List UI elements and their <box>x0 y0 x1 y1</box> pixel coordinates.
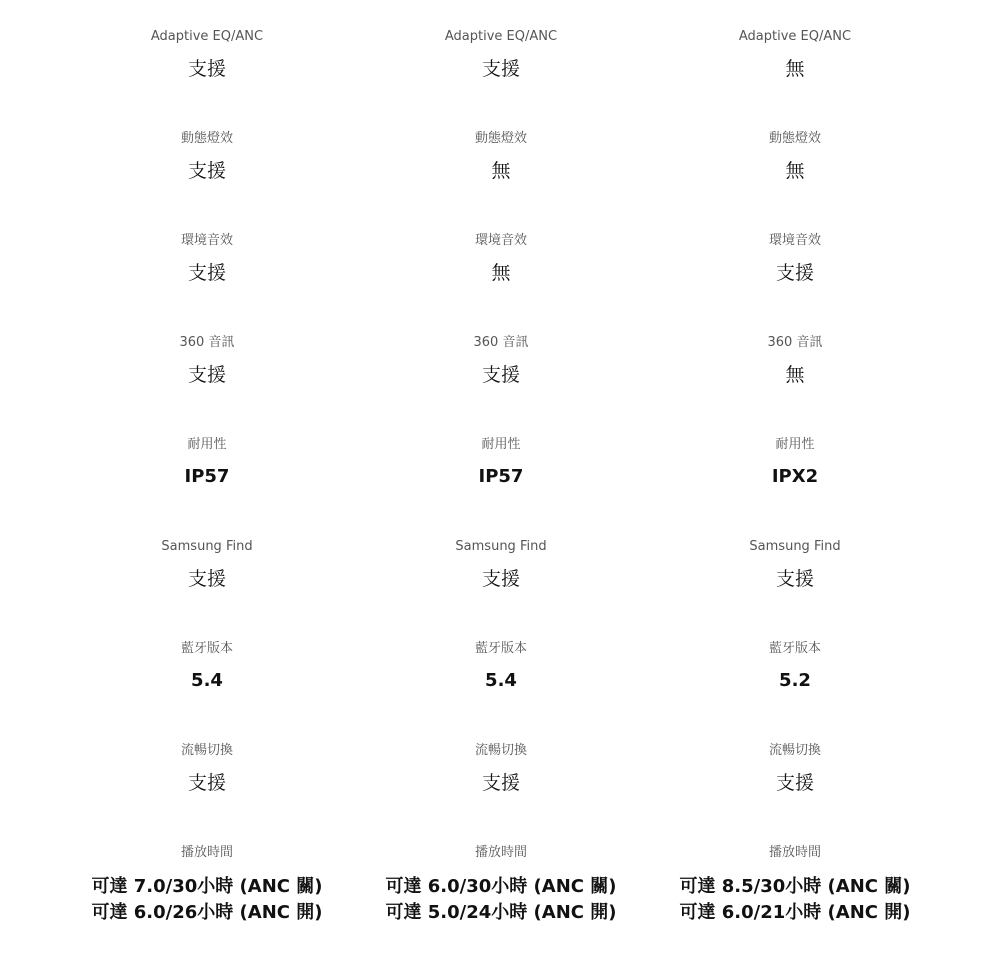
spec-label: 流暢切換 <box>180 743 233 758</box>
spec-label: 藍牙版本 <box>180 641 233 656</box>
spec-value: 支援 <box>187 364 226 386</box>
spec-row-samsung-find <box>60 538 354 591</box>
spec-value: 支援 <box>481 58 520 80</box>
spec-label: Adaptive EQ/ANC <box>150 29 264 44</box>
playtime-anc-on: 可達 6.0/26小時 (ANC 開) <box>91 902 323 923</box>
spec-value: 無 <box>491 262 511 284</box>
spec-row-dynamic-lighting <box>60 130 354 183</box>
spec-row-adaptive-eq-anc <box>354 28 648 81</box>
spec-label: 流暢切換 <box>474 743 527 758</box>
spec-label: 耐用性 <box>481 437 521 452</box>
spec-label: Samsung Find <box>749 539 841 554</box>
spec-row-adaptive-eq-anc <box>60 28 354 81</box>
spec-label: 動態燈效 <box>474 131 527 146</box>
spec-label: 播放時間 <box>474 845 527 860</box>
spec-value: 支援 <box>775 568 814 590</box>
spec-value: 支援 <box>481 568 520 590</box>
spec-value: 5.2 <box>779 670 811 691</box>
spec-value: 5.4 <box>485 670 517 691</box>
spec-row-bluetooth-version <box>354 640 648 693</box>
spec-label: 環境音效 <box>474 233 527 248</box>
spec-row-playtime <box>354 844 648 926</box>
spec-value: 無 <box>491 160 511 182</box>
spec-value: 支援 <box>775 772 814 794</box>
playtime-anc-on: 可達 6.0/21小時 (ANC 開) <box>679 902 911 923</box>
spec-value: 支援 <box>187 568 226 590</box>
spec-row-adaptive-eq-anc <box>648 28 942 81</box>
spec-value: 支援 <box>481 772 520 794</box>
spec-label: 藍牙版本 <box>474 641 527 656</box>
spec-value: IPX2 <box>771 466 819 487</box>
spec-row-360-audio <box>648 334 942 387</box>
spec-row-360-audio <box>60 334 354 387</box>
spec-value: 支援 <box>187 58 226 80</box>
spec-row-ambient-sound <box>648 232 942 285</box>
spec-row-durability <box>648 436 942 489</box>
spec-row-bluetooth-version <box>60 640 354 693</box>
spec-label: 環境音效 <box>768 233 821 248</box>
spec-row-durability <box>60 436 354 489</box>
spec-label: 播放時間 <box>180 845 233 860</box>
spec-label: 播放時間 <box>768 845 821 860</box>
spec-label: 環境音效 <box>180 233 233 248</box>
spec-label: 耐用性 <box>187 437 227 452</box>
spec-value: IP57 <box>478 466 524 487</box>
spec-row-ambient-sound <box>60 232 354 285</box>
spec-label: Samsung Find <box>161 539 253 554</box>
spec-value: 無 <box>785 58 805 80</box>
spec-value: 無 <box>785 364 805 386</box>
spec-value: 支援 <box>775 262 814 284</box>
spec-label: 動態燈效 <box>180 131 233 146</box>
spec-value: 支援 <box>187 262 226 284</box>
spec-row-seamless-switch <box>354 742 648 795</box>
spec-value: 支援 <box>481 364 520 386</box>
playtime-anc-off: 可達 6.0/30小時 (ANC 關) <box>385 876 617 897</box>
spec-value <box>354 874 648 926</box>
spec-value: IP57 <box>184 466 230 487</box>
spec-row-seamless-switch <box>60 742 354 795</box>
spec-label: Adaptive EQ/ANC <box>444 29 558 44</box>
spec-row-samsung-find <box>354 538 648 591</box>
spec-label: Adaptive EQ/ANC <box>738 29 852 44</box>
spec-row-bluetooth-version <box>648 640 942 693</box>
playtime-anc-off: 可達 7.0/30小時 (ANC 關) <box>91 876 323 897</box>
spec-row-ambient-sound <box>354 232 648 285</box>
spec-value: 支援 <box>187 772 226 794</box>
spec-label: 360 音訊 <box>179 335 235 350</box>
spec-row-samsung-find <box>648 538 942 591</box>
spec-value: 支援 <box>187 160 226 182</box>
spec-row-durability <box>354 436 648 489</box>
spec-value: 5.4 <box>191 670 223 691</box>
spec-label: 流暢切換 <box>768 743 821 758</box>
spec-row-playtime <box>648 844 942 926</box>
spec-row-seamless-switch <box>648 742 942 795</box>
spec-label: 藍牙版本 <box>768 641 821 656</box>
playtime-anc-off: 可達 8.5/30小時 (ANC 關) <box>679 876 911 897</box>
spec-value <box>648 874 942 926</box>
spec-row-360-audio <box>354 334 648 387</box>
spec-label: 360 音訊 <box>767 335 823 350</box>
spec-label: 耐用性 <box>775 437 815 452</box>
spec-value <box>60 874 354 926</box>
spec-value: 無 <box>785 160 805 182</box>
spec-label: Samsung Find <box>455 539 547 554</box>
spec-label: 360 音訊 <box>473 335 529 350</box>
spec-row-playtime <box>60 844 354 926</box>
spec-row-dynamic-lighting <box>354 130 648 183</box>
spec-label: 動態燈效 <box>768 131 821 146</box>
spec-row-dynamic-lighting <box>648 130 942 183</box>
playtime-anc-on: 可達 5.0/24小時 (ANC 開) <box>385 902 617 923</box>
